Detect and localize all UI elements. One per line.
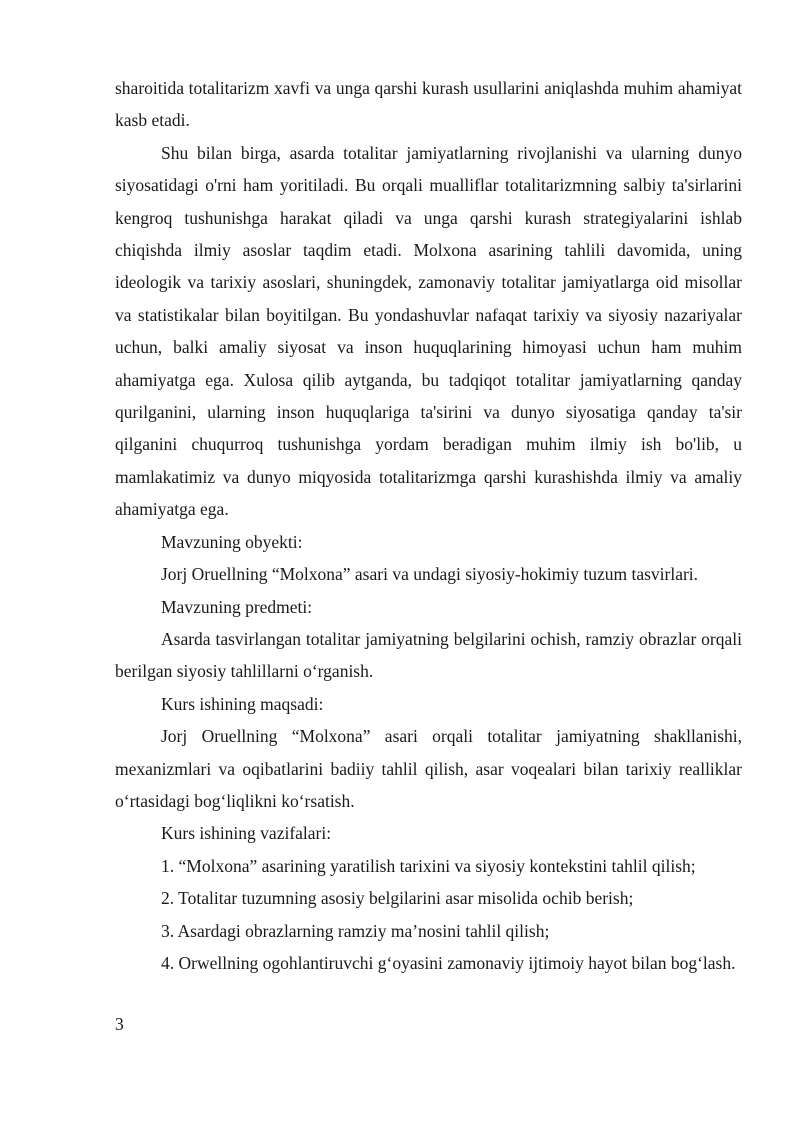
heading-subject: Mavzuning predmeti: <box>161 596 313 617</box>
paragraph-subject: Asarda tasvirlangan totalitar jamiyatning belgilarini ochish, ramziy obrazlar orqali berilgan siyosiy tahlillarni o‘rganish. <box>115 628 742 682</box>
task-item-4: 4. Orwellning ogohlantiruvchi g‘oyasini zamonaviy ijtimoiy hayot bilan bog‘lash. <box>161 952 736 973</box>
page-number: 3 <box>115 1014 124 1034</box>
heading-object: Mavzuning obyekti: <box>161 531 303 552</box>
document-body <box>115 72 742 979</box>
heading-goal: Kurs ishining maqsadi: <box>161 693 324 714</box>
task-item-1: 1. “Molxona” asarining yaratilish tarixini va siyosiy kontekstini tahlil qilish; <box>161 855 696 876</box>
paragraph-goal: Jorj Oruellning “Molxona” asari orqali totalitar jamiyatning shakllanishi, mexanizmlari va oqibatlarini badiiy tahlil qilish, asar voqealari bilan tarixiy realliklar o‘rtasidagi bog‘liqlikni ko‘rsatish. <box>115 726 742 811</box>
task-item-3: 3. Asardagi obrazlarning ramziy ma’nosini tahlil qilish; <box>161 920 550 941</box>
paragraph-intro-continuation: sharoitida totalitarizm xavfi va unga qarshi kurash usullarini aniqlashda muhim ahamiyat kasb etadi. <box>115 78 742 131</box>
paragraph-main: Shu bilan birga, asarda totalitar jamiyatlarning rivojlanishi va ularning dunyo siyosatidagi o'rni ham yoritiladi. Bu orqali mualliflar totalitarizmning salbiy ta'sirlarini kengroq tushunishga harakat qiladi va unga qarshi kurash strategiyalarini ishlab chiqishda ilmiy asoslar taqdim etadi. Molxona asarining tahlili davomida, uning ideologik va tarixiy asoslari, shuningdek, zamonaviy totalitar jamiyatlarga oid misollar va statistikalar bilan boyitilgan. Bu yondashuvlar nafaqat tarixiy va siyosiy nazariyalar uchun, balki amaliy siyosat va inson huquqlarining himoyasi uchun ham muhim ahamiyatga ega. Xulosa qilib aytganda, bu tadqiqot totalitar jamiyatlarning qanday qurilganini, ularning inson huquqlariga ta'sirini va dunyo siyosatiga qanday ta'sir qilganini chuqurroq tushunishga yordam beradigan muhim ilmiy ish bo'lib, u mamlakatimiz va dunyo miqyosida totalitarizmga qarshi kurashishda ilmiy va amaliy ahamiyatga ega. <box>115 142 742 520</box>
heading-tasks: Kurs ishining vazifalari: <box>161 823 332 844</box>
paragraph-object: Jorj Oruellning “Molxona” asari va undagi siyosiy-hokimiy tuzum tasvirlari. <box>161 564 699 585</box>
task-item-2: 2. Totalitar tuzumning asosiy belgilarini asar misolida ochib berish; <box>161 888 634 909</box>
